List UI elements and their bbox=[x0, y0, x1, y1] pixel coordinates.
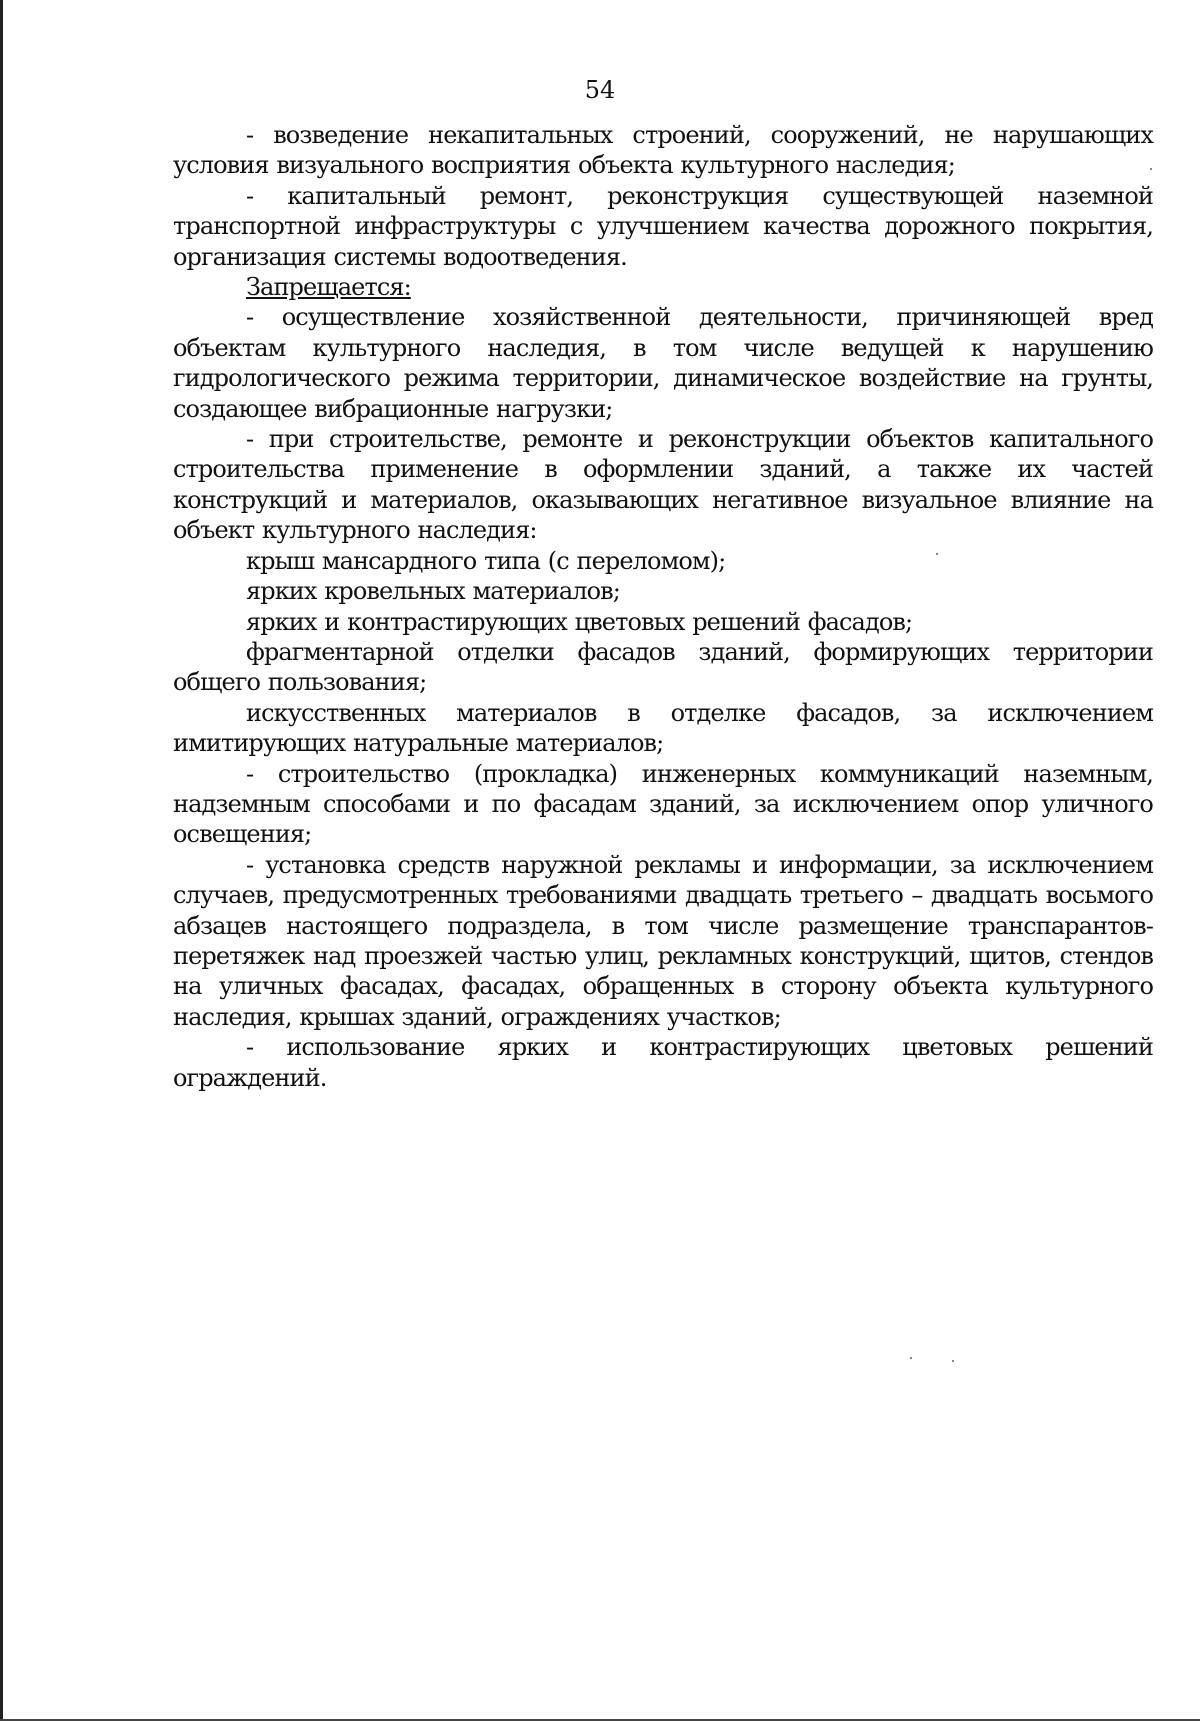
paragraph: - капитальный ремонт, реконструкция существующей наземной транспортной инфраструктуры с улучшением качества дорожного покрытия, организация системы водоотведения. bbox=[173, 181, 1153, 271]
list-item: фрагментарной отделки фасадов зданий, формирующих территории общего пользования; bbox=[173, 637, 1153, 697]
list-item: крыш мансардного типа (с переломом); bbox=[246, 546, 726, 575]
list-item: ярких и контрастирующих цветовых решений фасадов; bbox=[246, 607, 913, 636]
scan-speck bbox=[936, 553, 938, 555]
heading-text: Запрещается: bbox=[246, 273, 411, 302]
section-heading bbox=[173, 272, 1153, 302]
paragraph: - возведение некапитальных строений, сооружений, не нарушающих условия визуального восприятия объекта культурного наследия; bbox=[173, 121, 1153, 180]
scan-speck bbox=[952, 1360, 954, 1362]
page-number: 54 bbox=[584, 76, 616, 104]
list-item: искусственных материалов в отделке фасадов, за исключением имитирующих натуральные материалов; bbox=[173, 698, 1153, 758]
scan-left-edge bbox=[0, 0, 3, 1721]
paragraph: - при строительстве, ремонте и реконструкции объектов капитального строительства применение в оформлении зданий, а также их частей конструкций и материалов, оказывающих негативное визуальное влияние на объект культурного наследия: bbox=[173, 425, 1153, 545]
document-body bbox=[173, 120, 1153, 1093]
paragraph: - осуществление хозяйственной деятельности, причиняющей вред объектам культурного наследия, в том числе ведущей к нарушению гидрологического режима территории, динамическое воздействие на грунты, создающее вибрационные нагрузки; bbox=[173, 303, 1153, 423]
list-item: ярких кровельных материалов; bbox=[246, 577, 620, 606]
paragraph: - строительство (прокладка) инженерных коммуникаций наземным, надземным способами и по фасадам зданий, за исключением опор уличного освещения; bbox=[173, 759, 1153, 849]
scan-speck bbox=[1150, 168, 1152, 170]
scan-speck bbox=[910, 1357, 912, 1359]
paragraph: - установка средств наружной рекламы и информации, за исключением случаев, предусмотренных требованиями двадцать третьего – двадцать восьмого абзацев настоящего подраздела, в том числе размещение транспарантов-перетяжек над проезжей частью улиц, рекламных конструкций, щитов, стендов на уличных фасадах, фасадах, обращенных в сторону объекта культурного наследия, крышах зданий, ограждениях участков; bbox=[173, 850, 1153, 1031]
paragraph: - использование ярких и контрастирующих цветовых решений ограждений. bbox=[173, 1033, 1153, 1092]
